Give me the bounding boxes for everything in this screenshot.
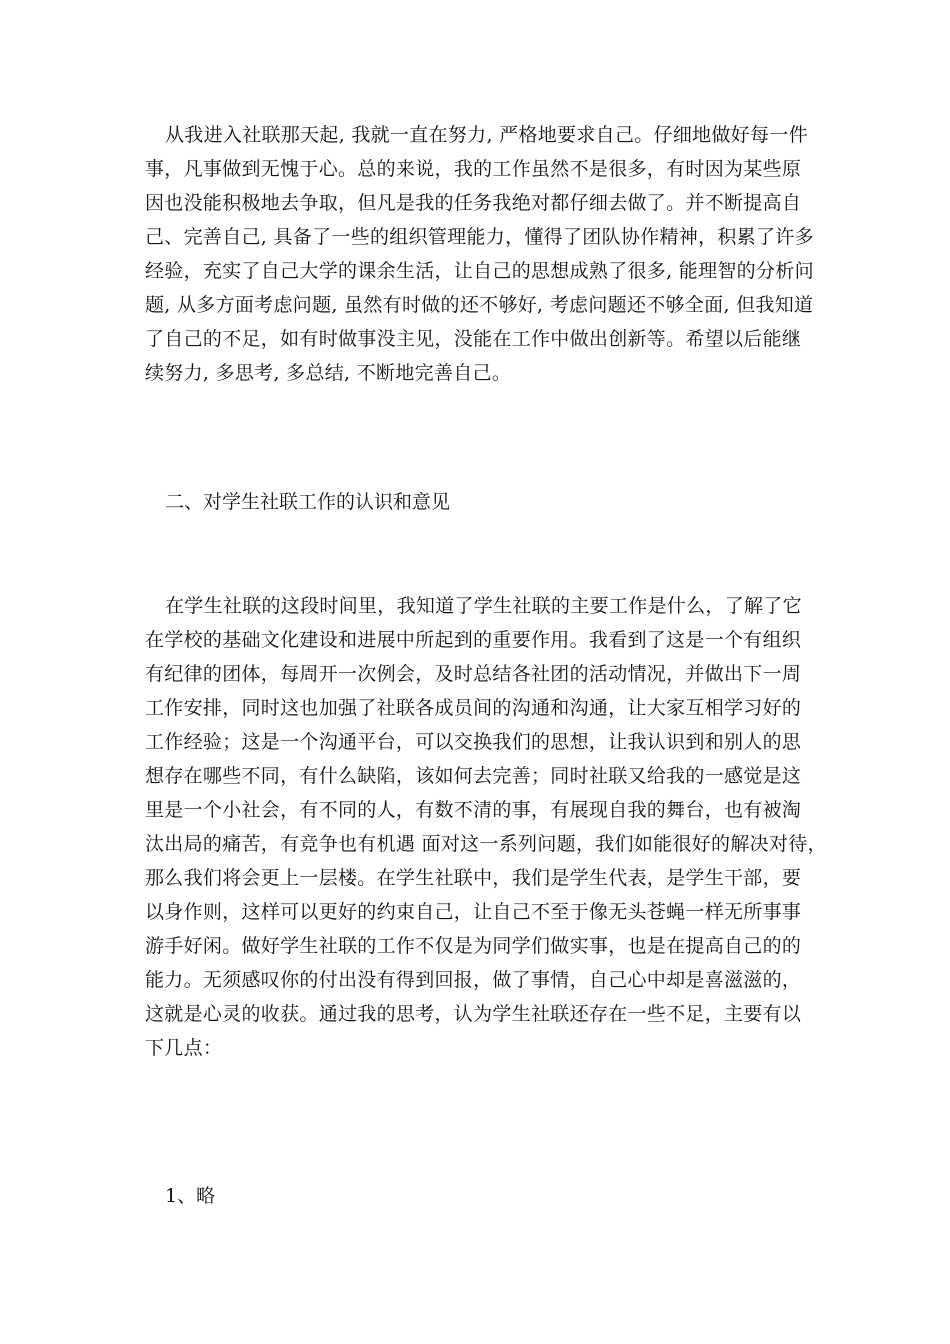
paragraph-line: 能力。无须感叹你的付出没有得到回报，做了事情，自己心中却是喜滋滋的， (145, 969, 802, 991)
paragraph-line: 从我进入社联那天起, 我就一直在努力, 严格地要求自己。仔细地做好每一件 (165, 124, 808, 146)
paragraph-line: 汰出局的痛苦，有竞争也有机遇 面对这一系列问题，我们如能很好的解决对待， (145, 833, 827, 855)
paragraph-line: 续努力, 多思考, 多总结, 不断地完善自己。 (145, 362, 512, 384)
paragraph-line: 下几点： (145, 1037, 223, 1059)
paragraph-line: 里是一个小社会，有不同的人，有数不清的事，有展现自我的舞台，也有被淘 (145, 799, 802, 821)
paragraph-line: 了自己的不足，如有时做事没主见，没能在工作中做出创新等。希望以后能继 (145, 328, 802, 350)
paragraph-line: 那么我们将会更上一层楼。在学生社联中，我们是学生代表，是学生干部，要 (145, 867, 802, 889)
paragraph-line: 题, 从多方面考虑问题, 虽然有时做的还不够好, 考虑问题还不够全面, 但我知道 (145, 294, 814, 316)
paragraph-line: 在学校的基础文化建设和进展中所起到的重要作用。我看到了这是一个有组织 (145, 629, 802, 651)
paragraph-line: 这就是心灵的收获。通过我的思考，认为学生社联还存在一些不足，主要有以 (145, 1003, 802, 1025)
paragraph-line: 想存在哪些不同，有什么缺陷，该如何去完善；同时社联又给我的一感觉是这 (145, 765, 802, 787)
paragraph-line: 因也没能积极地去争取，但凡是我的任务我绝对都仔细去做了。并不断提高自 (145, 192, 802, 214)
section-heading: 二、对学生社联工作的认识和意见 (165, 491, 451, 513)
paragraph-line: 有纪律的团体，每周开一次例会，及时总结各社团的活动情况，并做出下一周 (145, 663, 802, 685)
list-item: 1、略 (165, 1185, 216, 1207)
paragraph-line: 工作经验；这是一个沟通平台，可以交换我们的思想，让我认识到和别人的思 (145, 731, 802, 753)
paragraph-line: 以身作则，这样可以更好的约束自己，让自己不至于像无头苍蝇一样无所事事 (145, 901, 802, 923)
paragraph-line: 经验，充实了自己大学的课余生活，让自己的思想成熟了很多, 能理智的分析问 (145, 260, 814, 282)
paragraph-line: 工作安排，同时这也加强了社联各成员间的沟通和沟通，让大家互相学习好的 (145, 697, 802, 719)
paragraph-line: 己、完善自己, 具备了一些的组织管理能力，懂得了团队协作精神，积累了许多 (145, 226, 814, 248)
paragraph-line: 游手好闲。做好学生社联的工作不仅是为同学们做实事，也是在提高自己的的 (145, 935, 802, 957)
paragraph-1 (145, 118, 835, 390)
paragraph-2 (145, 589, 835, 1065)
paragraph-line: 在学生社联的这段时间里，我知道了学生社联的主要工作是什么，了解了它 (165, 595, 802, 617)
paragraph-line: 事，凡事做到无愧于心。总的来说，我的工作虽然不是很多，有时因为某些原 (145, 158, 802, 180)
